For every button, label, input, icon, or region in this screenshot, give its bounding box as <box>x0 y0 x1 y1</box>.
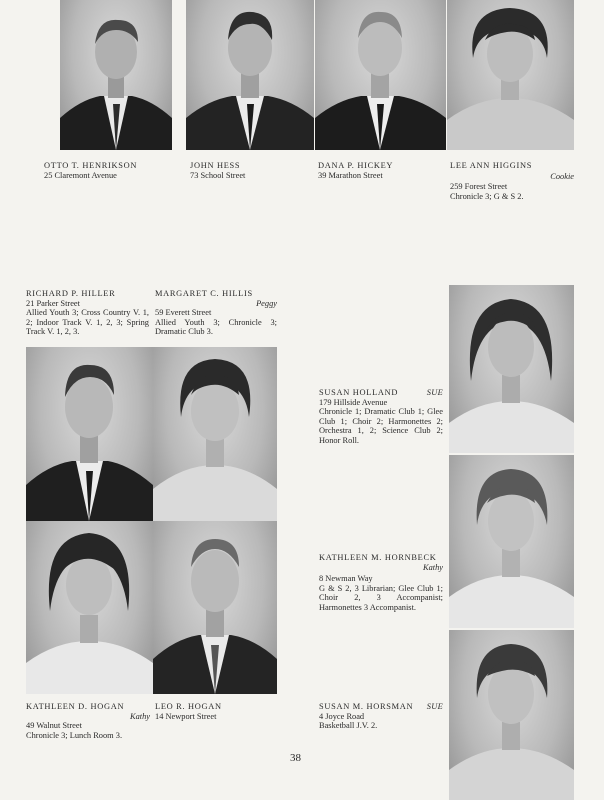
photo-john-hess <box>186 0 314 150</box>
student-name: MARGARET C. HILLIS <box>155 289 253 298</box>
student-name: OTTO T. HENRIKSON <box>44 161 138 170</box>
photo-dana-hickey <box>315 0 446 150</box>
student-activities: Chronicle 3; G & S 2. <box>450 191 524 201</box>
student-address: 39 Marathon Street <box>318 170 383 180</box>
entry-dana-hickey <box>318 161 438 180</box>
student-address: 179 Hillside Avenue <box>319 397 388 407</box>
student-nickname: Kathy <box>422 562 443 572</box>
entry-susan-horsman <box>319 702 443 731</box>
student-name: DANA P. HICKEY <box>318 161 394 170</box>
student-address: 21 Parker Street <box>26 298 80 308</box>
student-name: RICHARD P. HILLER <box>26 289 116 298</box>
page-number: 38 <box>290 752 301 764</box>
entry-leo-hogan <box>155 702 275 721</box>
student-nickname: SUE <box>426 702 443 711</box>
student-activities: Allied Youth 3; Cross Country V. 1, 2; Indoor Track V. 1, 2, 3; Spring Track V. 1, 2, 3. <box>26 308 149 337</box>
student-name-text: SUSAN HOLLAND <box>319 388 399 397</box>
student-activities: Chronicle 3; Lunch Room 3. <box>26 730 123 740</box>
photo-margaret-hillis <box>153 347 277 521</box>
student-activities: Allied Youth 3; Chronicle 3; Dramatic Club 3. <box>155 317 277 337</box>
photo-kathleen-hornbeck <box>449 455 574 628</box>
student-activities: G & S 2, 3 Librarian; Glee Club 1; Choir 2, 3 Accompanist; Harmonettes 3 Accompanist. <box>319 583 443 612</box>
photo-richard-hiller <box>26 347 153 521</box>
student-address: 49 Walnut Street <box>26 721 82 731</box>
entry-otto-henrikson <box>44 161 174 180</box>
photo-kathleen-hogan <box>26 521 153 694</box>
student-name-text: SUSAN M. HORSMAN <box>319 702 414 711</box>
photo-leo-hogan <box>153 521 277 694</box>
entry-kathleen-hornbeck <box>319 553 443 613</box>
entry-margaret-hillis <box>155 289 277 337</box>
student-name: LEE ANN HIGGINS <box>450 161 533 170</box>
student-activities: Basketball J.V. 2. <box>319 721 378 731</box>
photo-lee-ann-higgins <box>447 0 574 150</box>
student-address: 59 Everett Street <box>155 308 212 318</box>
student-name <box>319 388 443 398</box>
student-nickname: Kathy <box>129 711 150 721</box>
student-activities: Chronicle 1; Dramatic Club 1; Glee Club 1; Choir 2; Harmonettes 2; Orchestra 1, 2; Science Club 2; Honor Roll. <box>319 407 443 445</box>
student-address: 259 Forest Street <box>450 182 508 192</box>
student-address: 73 School Street <box>190 170 246 180</box>
entry-john-hess <box>190 161 310 180</box>
entry-susan-holland <box>319 388 443 446</box>
student-name: KATHLEEN D. HOGAN <box>26 702 125 711</box>
entry-richard-hiller <box>26 289 149 337</box>
student-address: 25 Claremont Avenue <box>44 170 117 180</box>
student-name: LEO R. HOGAN <box>155 702 222 711</box>
student-address: 14 Newport Street <box>155 711 217 721</box>
student-nickname: Cookie <box>550 171 574 181</box>
photo-susan-holland <box>449 285 574 453</box>
student-address: 8 Newman Way <box>319 574 373 584</box>
student-name: KATHLEEN M. HORNBECK <box>319 553 437 562</box>
student-address: 4 Joyce Road <box>319 711 365 721</box>
photo-otto-henrikson <box>60 0 172 150</box>
student-nickname: SUE <box>426 388 443 397</box>
entry-kathleen-hogan <box>26 702 150 740</box>
student-name <box>319 702 443 712</box>
student-nickname: Peggy <box>256 298 277 308</box>
entry-lee-ann-higgins <box>450 161 574 201</box>
photo-susan-horsman <box>449 630 574 800</box>
student-name: JOHN HESS <box>190 161 241 170</box>
